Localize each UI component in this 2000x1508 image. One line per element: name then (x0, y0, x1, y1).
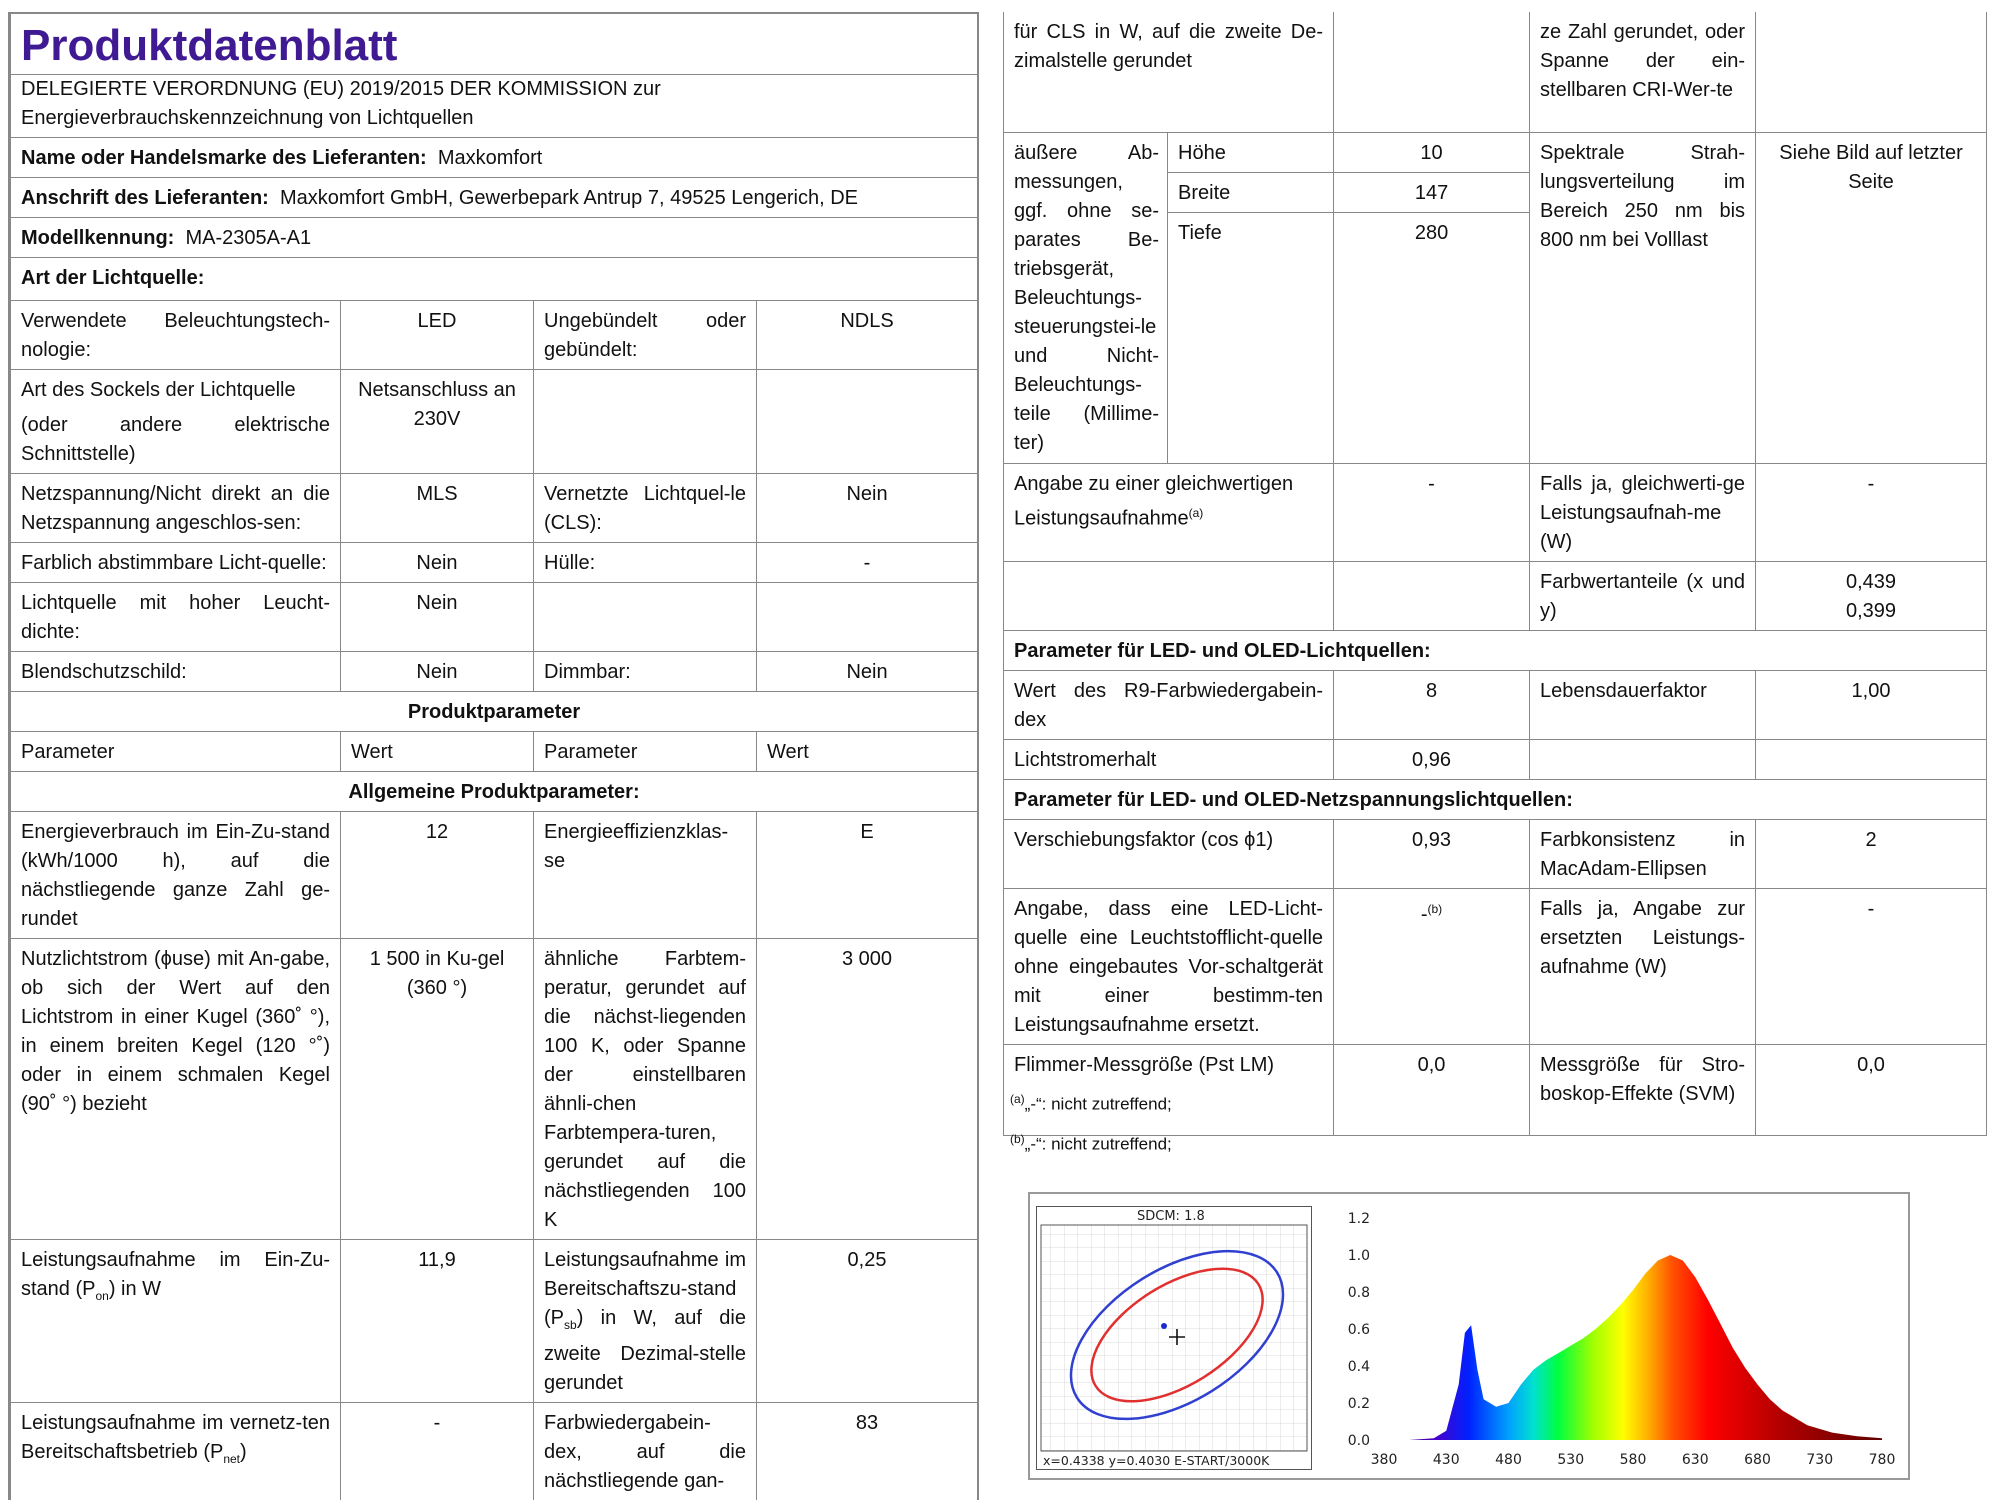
replaced-power-label: Falls ja, Angabe zur ersetzten Leistungs-aufnahme (W) (1530, 889, 1756, 1045)
displacement-factor-value: 0,93 (1334, 820, 1530, 889)
socket-label-line-2: (oder andere elektrische Schnittstelle) (21, 414, 330, 465)
on-power-sub: on (95, 1289, 109, 1303)
high-luminance-value: Nein (341, 583, 534, 652)
page-title: Produktdatenblatt (11, 14, 978, 75)
y-tick-label: 0.2 (1347, 1396, 1370, 1412)
led-parameters-heading: Parameter für LED- und OLED-Lichtquellen: (1004, 631, 1987, 671)
chromaticity-label: Farbwertanteile (x und y) (1530, 562, 1756, 631)
bundle-label: Ungebündelt oder gebündelt: (534, 301, 757, 370)
replaced-power-value: - (1756, 889, 1987, 1045)
supplier-name-row (11, 138, 978, 178)
x-tick-label: 380 (1370, 1452, 1398, 1468)
survival-factor-label: Lebensdauerfaktor (1530, 671, 1756, 740)
mains-led-parameters-heading: Parameter für LED- und OLED-Netzspannungslichtquellen: (1004, 780, 1987, 820)
model-value: MA-2305A-A1 (185, 227, 312, 249)
width-label: Breite (1168, 173, 1334, 213)
replacement-sup: (b) (1427, 902, 1443, 916)
depth-label: Tiefe (1168, 213, 1334, 464)
cri-value: 83 (757, 1403, 978, 1501)
y-tick-label: 0.8 (1347, 1285, 1370, 1301)
supplier-name-label: Name oder Handelsmarke des Lieferanten: (21, 147, 427, 169)
equivalent-power-label (1004, 464, 1334, 562)
color-temperature-label: ähnliche Farbtem-peratur, gerundet auf die nächst-liegenden 100 K, oder Spanne der einstellbaren ähnli-chen Farbtempera-turen, gerundet auf die nächstliegenden 100 K (534, 939, 757, 1240)
networked-standby-sub: net (223, 1452, 241, 1466)
right-column (1003, 12, 1986, 1136)
tunable-value: Nein (341, 543, 534, 583)
general-parameters-heading: Allgemeine Produktparameter: (11, 772, 978, 812)
footnote-b-text: „-“: nicht zutreffend; (1024, 1134, 1172, 1154)
x-tick-label: 630 (1681, 1452, 1709, 1468)
standby-power-label-pre: Leistungsaufnahme im Bereitschaftszu-stand (P (544, 1249, 746, 1329)
energy-consumption-value: 12 (341, 812, 534, 939)
height-value: 10 (1334, 133, 1530, 173)
high-luminance-label: Lichtquelle mit hoher Leucht-dichte: (11, 583, 341, 652)
mains-label: Netzspannung/Nicht direkt an die Netzspannung angeschlos-sen: (11, 474, 341, 543)
footnote-a-mark: (a) (1010, 1092, 1025, 1106)
on-power-value: 11,9 (341, 1240, 534, 1403)
color-temperature-value: 3 000 (757, 939, 978, 1240)
supplier-address-value: Maxkomfort GmbH, Gewerbepark Antrup 7, 49525 Lengerich, DE (279, 187, 859, 209)
x-tick-label: 430 (1432, 1452, 1460, 1468)
depth-value: 280 (1334, 213, 1530, 464)
left-table (10, 14, 978, 1500)
replacement-label: Angabe, dass eine LED-Licht-quelle eine Leuchtstofflicht-quelle ohne eingebautes Vor-schaltgerät mit einer bestimm-ten Leistungsaufnahme ersetzt. (1004, 889, 1334, 1045)
stroboscopic-label: Messgröße für Stro-boskop-Effekte (SVM) (1530, 1045, 1756, 1136)
col-header-parameter-2: Parameter (534, 732, 757, 772)
envelope-value: - (757, 543, 978, 583)
y-tick-label: 1.2 (1347, 1211, 1370, 1227)
standby-power-sub: sb (564, 1318, 577, 1332)
footnote-b (1010, 1122, 1172, 1162)
chromaticity-empty-2 (1334, 562, 1530, 631)
high-luminance-empty-1 (534, 583, 757, 652)
luminous-flux-label: Nutzlichtstrom (ϕuse) mit An-gabe, ob sich der Wert auf den Lichtstrom in einer Kugel (360˚ °), in einem breiten Kegel (120 °˚) oder in einem schmalen Kegel (90˚ °) bezieht (11, 939, 341, 1240)
on-power-label (11, 1240, 341, 1403)
luminous-flux-value: 1 500 in Ku-gel (360 °) (341, 939, 534, 1240)
y-tick-label: 0.6 (1347, 1322, 1370, 1338)
if-yes-power-value: - (1756, 464, 1987, 562)
chromaticity-values (1756, 562, 1987, 631)
energy-consumption-label: Energieverbrauch im Ein-Zu-stand (kWh/1000 h), auf die nächstliegende ganze Zahl ge-rundet (11, 812, 341, 939)
spectrum-svg (1322, 1196, 1902, 1476)
socket-empty-2 (757, 370, 978, 474)
chromaticity-empty-1 (1004, 562, 1334, 631)
equivalent-power-value: - (1334, 464, 1530, 562)
regulation-line-2: Energieverbrauchskennzeichnung von Lichtquellen (21, 107, 474, 129)
right-table (1003, 12, 1987, 1136)
x-tick-label: 530 (1557, 1452, 1585, 1468)
left-column (8, 12, 979, 1500)
r9-label: Wert des R9-Farbwiedergabein-dex (1004, 671, 1334, 740)
lumen-maintenance-empty-2 (1756, 740, 1987, 780)
col-header-value-2: Wert (757, 732, 978, 772)
y-tick-label: 0.0 (1347, 1433, 1370, 1449)
socket-empty-1 (534, 370, 757, 474)
sdcm-label: SDCM: 1.8 (1137, 1209, 1205, 1224)
standby-power-value: 0,25 (757, 1240, 978, 1403)
col-header-parameter-1: Parameter (11, 732, 341, 772)
networked-standby-label-pre: Leistungsaufnahme im vernetz-ten Bereitschaftsbetrieb (P (21, 1412, 330, 1463)
cri-label: Farbwiedergabein-dex, auf die nächstliegende gan- (534, 1403, 757, 1501)
cie-footer: x=0.4338 y=0.4030 E-START/3000K (1043, 1453, 1270, 1468)
measured-point (1161, 1323, 1167, 1329)
socket-value: Netsanschluss an 230V (341, 370, 534, 474)
efficiency-class-label: Energieeffizienzklas-se (534, 812, 757, 939)
tech-value: LED (341, 301, 534, 370)
x-tick-label: 480 (1495, 1452, 1522, 1468)
spectral-label: Spektrale Strah-lungsverteilung im Bereich 250 nm bis 800 nm bei Volllast (1530, 133, 1756, 464)
regulation-line-1: DELEGIERTE VERORDNUNG (EU) 2019/2015 DER KOMMISSION zur (21, 78, 661, 100)
chromaticity-x: 0,439 (1845, 571, 1897, 593)
lumen-maintenance-empty-1 (1530, 740, 1756, 780)
macadam-label: Farbkonsistenz in MacAdam-Ellipsen (1530, 820, 1756, 889)
mains-value: MLS (341, 474, 534, 543)
model-row (11, 218, 978, 258)
supplier-address-row (11, 178, 978, 218)
socket-label (11, 370, 341, 474)
replacement-value-text: - (1420, 903, 1428, 926)
glare-value: Nein (341, 652, 534, 692)
x-tick-label: 780 (1868, 1452, 1896, 1468)
socket-label-line-1: Art des Sockels der Lichtquelle (21, 379, 296, 401)
spectral-value: Siehe Bild auf letzter Seite (1756, 133, 1987, 464)
cls-power-continued: für CLS in W, auf die zweite De-zimalstelle gerundet (1004, 12, 1334, 133)
displacement-factor-label: Verschiebungsfaktor (cos ϕ1) (1004, 820, 1334, 889)
lumen-maintenance-value: 0,96 (1334, 740, 1530, 780)
cls-label: Vernetzte Lichtquel-le (CLS): (534, 474, 757, 543)
supplier-address-label: Anschrift des Lieferanten: (21, 187, 269, 209)
r9-value: 8 (1334, 671, 1530, 740)
macadam-value: 2 (1756, 820, 1987, 889)
x-tick-label: 730 (1806, 1452, 1834, 1468)
macadam-ellipse-chart (1036, 1206, 1312, 1470)
dimmable-label: Dimmbar: (534, 652, 757, 692)
cri-continued-value (1756, 12, 1987, 133)
col-header-value-1: Wert (341, 732, 534, 772)
bundle-value: NDLS (757, 301, 978, 370)
footnotes (1010, 1082, 1172, 1161)
charts-panel (1028, 1192, 1910, 1480)
flicker-value: 0,0 (1334, 1045, 1530, 1136)
footnote-a (1010, 1082, 1172, 1122)
x-tick-label: 580 (1619, 1452, 1647, 1468)
flicker-label: Flimmer-Messgröße (Pst LM) (1004, 1045, 1334, 1136)
standby-power-label-post: ) in W, auf die zweite Dezimal-stelle gerundet (544, 1307, 746, 1394)
macadam-ellipse-svg (1037, 1207, 1311, 1469)
y-tick-label: 1.0 (1347, 1248, 1370, 1264)
footnote-a-text: „-“: nicht zutreffend; (1024, 1094, 1172, 1114)
y-tick-label: 0.4 (1347, 1359, 1370, 1375)
spectrum-area (1384, 1255, 1882, 1440)
tunable-label: Farblich abstimmbare Licht-quelle: (11, 543, 341, 583)
x-tick-label: 680 (1744, 1452, 1771, 1468)
width-value: 147 (1334, 173, 1530, 213)
dimensions-label: äußere Ab-messungen, ggf. ohne se-parates Be-triebsgerät, Beleuchtungs-steuerungstei-le und Nicht-Beleuchtungs-teile (Millime-ter) (1004, 133, 1168, 464)
networked-standby-label (11, 1403, 341, 1501)
equivalent-power-label-text: Angabe zu einer gleichwertigen Leistungsaufnahme (1014, 473, 1294, 530)
cls-value: Nein (757, 474, 978, 543)
glare-label: Blendschutzschild: (11, 652, 341, 692)
spectrum-marks (1384, 1255, 1882, 1440)
replacement-value (1334, 889, 1530, 1045)
height-label: Höhe (1168, 133, 1334, 173)
on-power-label-pre: Leistungsaufnahme im Ein-Zu-stand (P (21, 1249, 330, 1300)
tech-label: Verwendete Beleuchtungstech-nologie: (11, 301, 341, 370)
networked-standby-value: - (341, 1403, 534, 1501)
high-luminance-empty-2 (757, 583, 978, 652)
product-parameters-heading: Produktparameter (11, 692, 978, 732)
light-source-type-heading: Art der Lichtquelle: (11, 258, 978, 301)
efficiency-class-value: E (757, 812, 978, 939)
envelope-label: Hülle: (534, 543, 757, 583)
cri-continued: ze Zahl gerundet, oder Spanne der ein-stellbaren CRI-Wer-te (1530, 12, 1756, 133)
regulation-text (11, 75, 978, 138)
model-label: Modellkennung: (21, 227, 175, 249)
chromaticity-y: 0,399 (1845, 600, 1897, 622)
stroboscopic-value: 0,0 (1756, 1045, 1987, 1136)
if-yes-power-label: Falls ja, gleichwerti-ge Leistungsaufnah-me (W) (1530, 464, 1756, 562)
lumen-maintenance-label: Lichtstromerhalt (1004, 740, 1334, 780)
dimmable-value: Nein (757, 652, 978, 692)
networked-standby-label-post: ) (240, 1441, 247, 1463)
standby-power-label (534, 1240, 757, 1403)
survival-factor-value: 1,00 (1756, 671, 1987, 740)
supplier-name-value: Maxkomfort (437, 147, 543, 169)
cls-power-continued-value (1334, 12, 1530, 133)
footnote-b-mark: (b) (1010, 1131, 1025, 1146)
spectrum-chart (1322, 1196, 1902, 1476)
equivalent-power-sup: (a) (1188, 506, 1204, 520)
on-power-label-post: ) in W (108, 1278, 162, 1300)
